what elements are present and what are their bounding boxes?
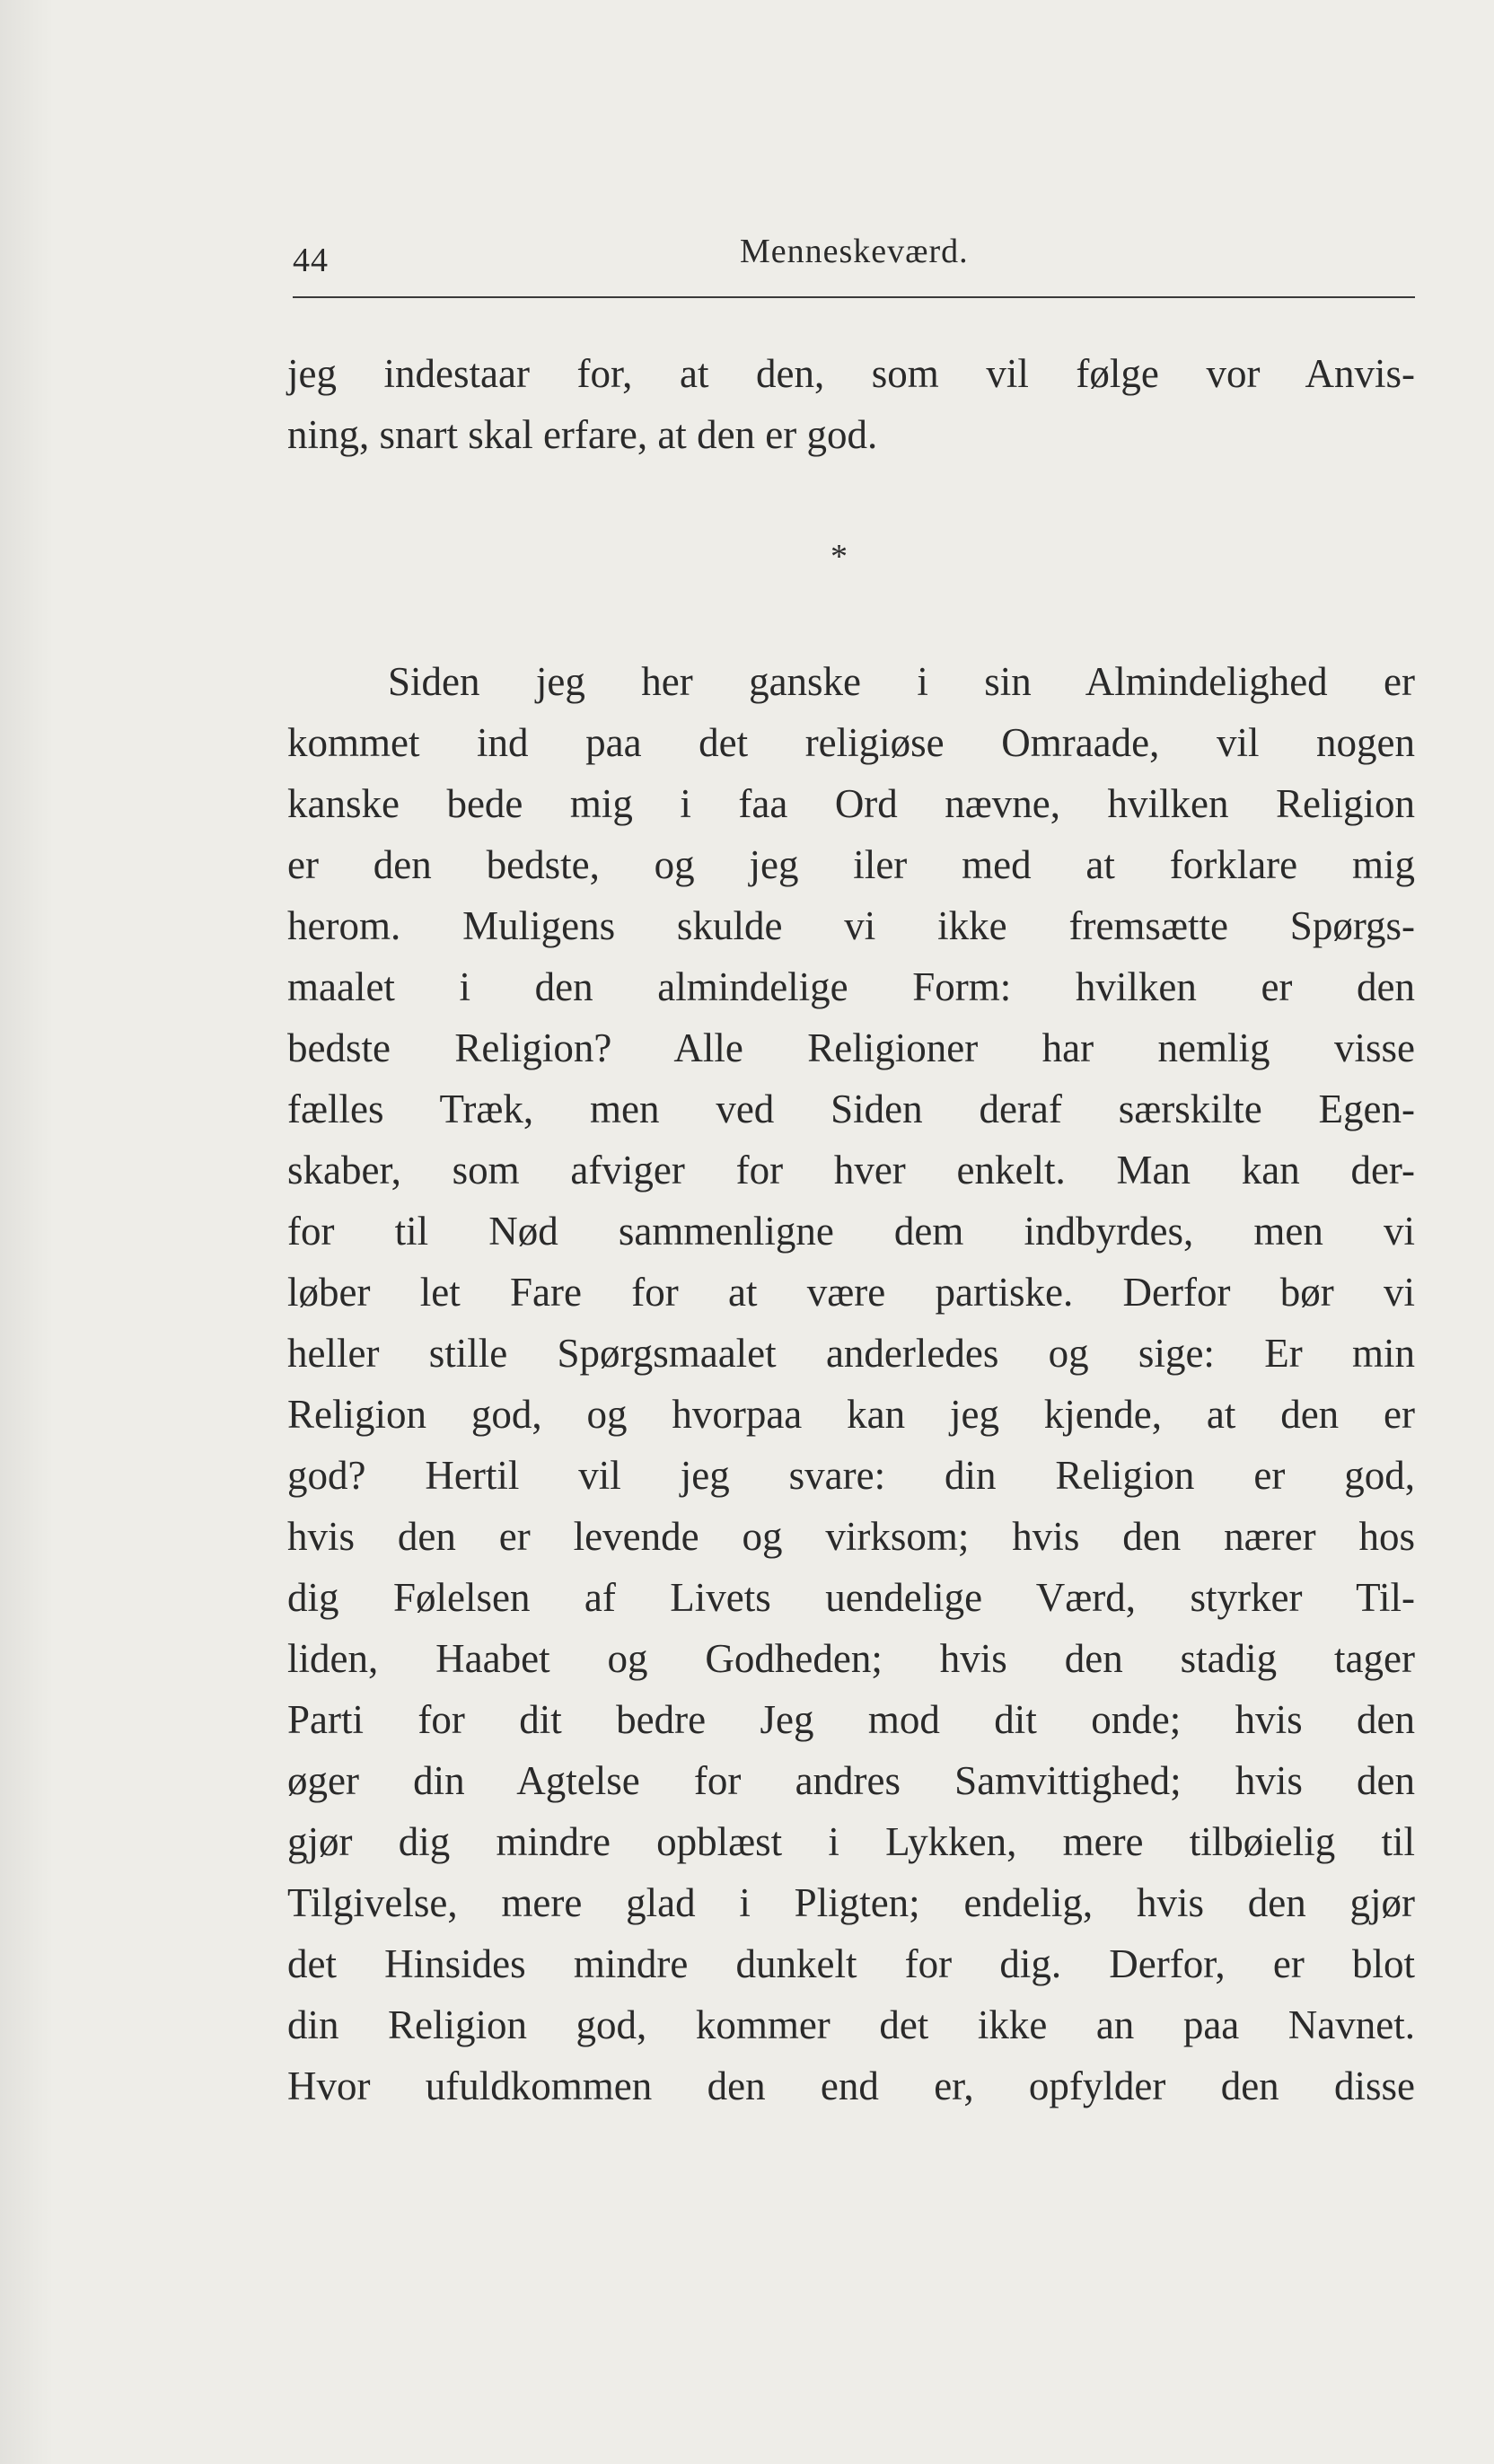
- page-header: [293, 232, 1415, 296]
- text-line: bedste Religion? Alle Religioner har nemlig visse: [287, 1025, 1415, 1070]
- running-title: Menneskeværd.: [740, 233, 969, 270]
- page-number: 44: [293, 242, 329, 279]
- asterisk-separator: *: [830, 538, 848, 576]
- text-line: heller stille Spørgsmaalet anderledes og sige: Er min: [287, 1331, 1415, 1376]
- text-line: jeg indestaar for, at den, som vil følge vor Anvis-: [287, 351, 1415, 396]
- text-line: liden, Haabet og Godheden; hvis den stadig tager: [287, 1636, 1415, 1681]
- text-line: hvis den er levende og virksom; hvis den nærer hos: [287, 1514, 1415, 1559]
- text-line: kommet ind paa det religiøse Omraade, vil nogen: [287, 720, 1415, 765]
- header-rule: [293, 296, 1415, 298]
- paragraph-continuation: [287, 343, 1415, 465]
- text-line: Religion god, og hvorpaa kan jeg kjende, at den er: [287, 1392, 1415, 1437]
- text-line: din Religion god, kommer det ikke an paa Navnet.: [287, 2002, 1415, 2047]
- paragraph-main: [287, 651, 1415, 2116]
- text-line: fælles Træk, men ved Siden deraf særskilte Egen-: [287, 1087, 1415, 1131]
- text-line: er den bedste, og jeg iler med at forklare mig: [287, 842, 1415, 887]
- text-line: maalet i den almindelige Form: hvilken er den: [287, 964, 1415, 1009]
- text-line: Hvor ufuldkommen den end er, opfylder den disse: [287, 2064, 1415, 2108]
- text-line: skaber, som afviger for hver enkelt. Man kan der-: [287, 1148, 1415, 1192]
- text-line: ning, snart skal erfare, at den er god.: [287, 412, 878, 457]
- text-line: for til Nød sammenligne dem indbyrdes, men vi: [287, 1209, 1415, 1254]
- text-line: herom. Muligens skulde vi ikke fremsætte Spørgs-: [287, 903, 1415, 948]
- text-line: Tilgivelse, mere glad i Pligten; endelig, hvis den gjør: [287, 1880, 1415, 1925]
- text-line: god? Hertil vil jeg svare: din Religion er god,: [287, 1453, 1415, 1498]
- text-line: Parti for dit bedre Jeg mod dit onde; hvis den: [287, 1697, 1415, 1742]
- text-line: dig Følelsen af Livets uendelige Værd, styrker Til-: [287, 1575, 1415, 1620]
- text-line: Siden jeg her ganske i sin Almindelighed er: [388, 659, 1415, 704]
- text-line: øger din Agtelse for andres Samvittighed; hvis den: [287, 1758, 1415, 1803]
- text-line: kanske bede mig i faa Ord nævne, hvilken Religion: [287, 781, 1415, 826]
- text-line: løber let Fare for at være partiske. Derfor bør vi: [287, 1270, 1415, 1315]
- text-line: det Hinsides mindre dunkelt for dig. Derfor, er blot: [287, 1941, 1415, 1986]
- text-line: gjør dig mindre opblæst i Lykken, mere tilbøielig til: [287, 1819, 1415, 1864]
